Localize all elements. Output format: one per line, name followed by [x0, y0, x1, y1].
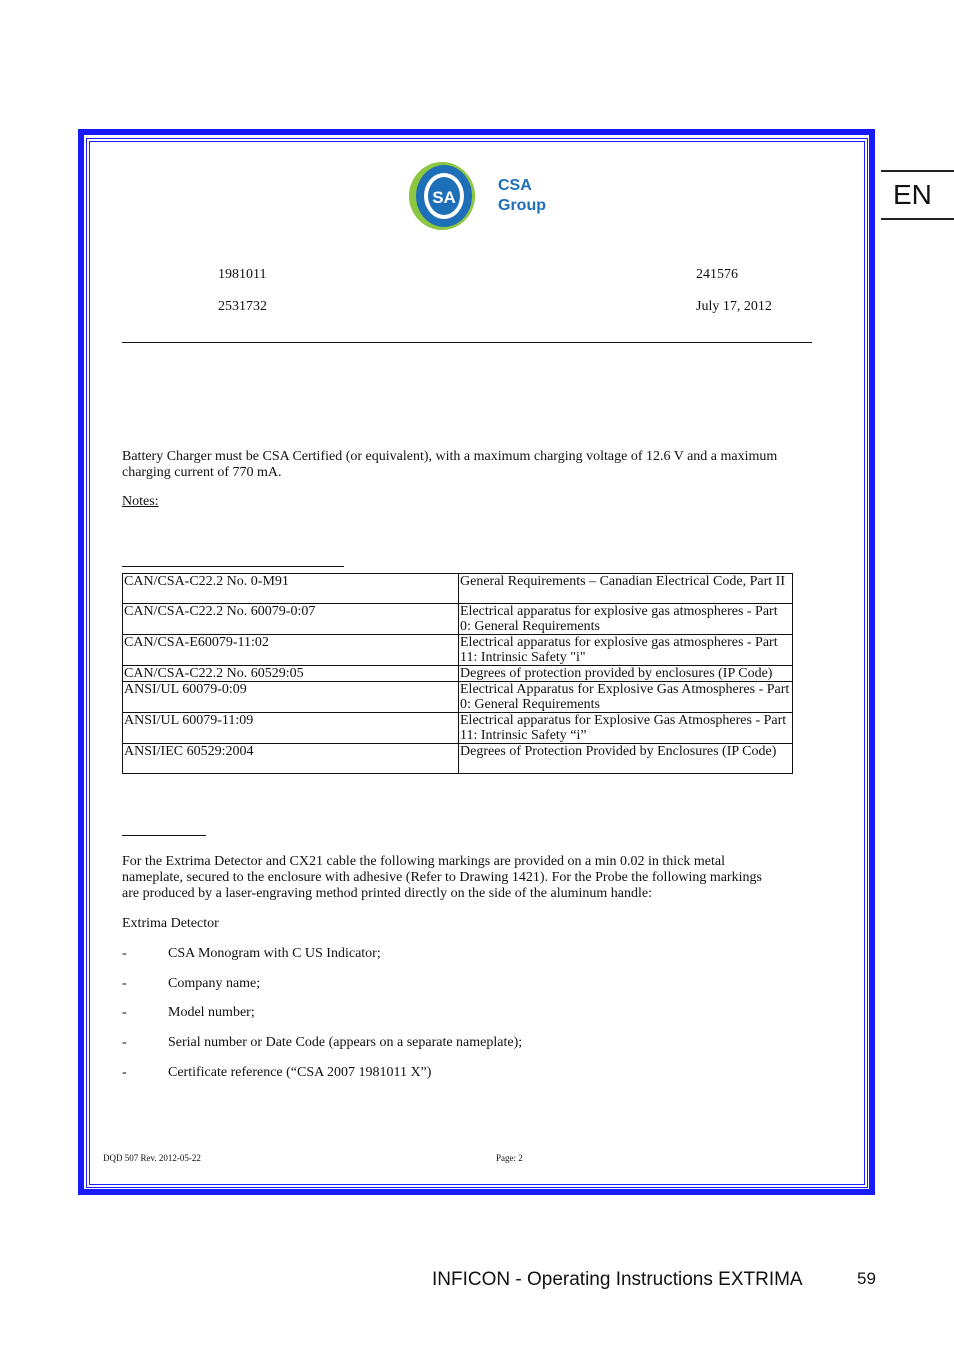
markings-intro: For the Extrima Detector and CX21 cable the following markings are provided on a min 0.02 in thick metal nameplate, secured to the enclosure with adhesive (Refer to Drawing 1421). For the Probe the following markings are produced by a laser-engraving method printed directly on the side of the aluminum handle: [122, 854, 762, 901]
list-item: Model number; [168, 1005, 255, 1020]
standard-title: General Requirements – Canadian Electrical Code, Part II [459, 574, 793, 604]
issue-date: July 17, 2012 [696, 299, 772, 314]
table-row [123, 682, 793, 713]
list-item: Serial number or Date Code (appears on a separate nameplate); [168, 1035, 523, 1050]
project-number: 2531732 [218, 299, 267, 314]
standard-code: CAN/CSA-C22.2 No. 60079-0:07 [123, 604, 459, 635]
table-row [123, 744, 793, 774]
table-row [123, 635, 793, 666]
standards-heading-rule [122, 566, 344, 567]
standard-code: ANSI/UL 60079-0:09 [123, 682, 459, 713]
standard-title: Degrees of protection provided by enclosures (IP Code) [459, 666, 793, 682]
table-row [123, 574, 793, 604]
svg-text:SA: SA [432, 188, 456, 207]
standard-code: ANSI/UL 60079-11:09 [123, 713, 459, 744]
standards-table [122, 573, 793, 774]
standard-title: Electrical Apparatus for Explosive Gas Atmospheres - Part 0: General Requirements [459, 682, 793, 713]
charger-note: Battery Charger must be CSA Certified (or equivalent), with a maximum charging voltage of 12.6 V and a maximum charging current of 770 mA. [122, 449, 778, 480]
standard-code: CAN/CSA-E60079-11:02 [123, 635, 459, 666]
list-bullet: - [122, 946, 127, 961]
list-item: CSA Monogram with C US Indicator; [168, 946, 381, 961]
standard-title: Electrical apparatus for explosive gas atmospheres - Part 0: General Requirements [459, 604, 793, 635]
list-bullet: - [122, 976, 127, 991]
list-bullet: - [122, 1065, 127, 1080]
page-footer-title: INFICON - Operating Instructions EXTRIMA [432, 1269, 803, 1290]
list-item: Company name; [168, 976, 261, 991]
logo-wordmark [498, 176, 546, 216]
logo-line-1: CSA [498, 177, 532, 194]
standard-title: Degrees of Protection Provided by Enclosures (IP Code) [459, 744, 793, 774]
list-bullet: - [122, 1005, 127, 1020]
standard-code: CAN/CSA-C22.2 No. 0-M91 [123, 574, 459, 604]
master-contract-number: 241576 [696, 267, 738, 282]
markings-heading-rule [122, 835, 206, 836]
standard-code: CAN/CSA-C22.2 No. 60529:05 [123, 666, 459, 682]
standard-title: Electrical apparatus for Explosive Gas Atmospheres - Part 11: Intrinsic Safety “i” [459, 713, 793, 744]
logo-line-2: Group [498, 197, 546, 214]
language-tab: EN [881, 170, 954, 220]
table-row [123, 604, 793, 635]
form-revision: DQD 507 Rev. 2012-05-22 [103, 1153, 201, 1163]
table-row [123, 713, 793, 744]
page-number: 59 [857, 1269, 876, 1288]
form-page: Page: 2 [496, 1153, 523, 1163]
standard-title: Electrical apparatus for explosive gas atmospheres - Part 11: Intrinsic Safety "i" [459, 635, 793, 666]
certificate-number: 1981011 [218, 267, 267, 282]
table-row [123, 666, 793, 682]
detector-label: Extrima Detector [122, 916, 219, 931]
standards-table-body [123, 574, 793, 774]
list-item: Certificate reference (“CSA 2007 1981011 X”) [168, 1065, 432, 1080]
header-divider [122, 342, 812, 343]
notes-label: Notes: [122, 494, 159, 509]
list-bullet: - [122, 1035, 127, 1050]
standard-code: ANSI/IEC 60529:2004 [123, 744, 459, 774]
